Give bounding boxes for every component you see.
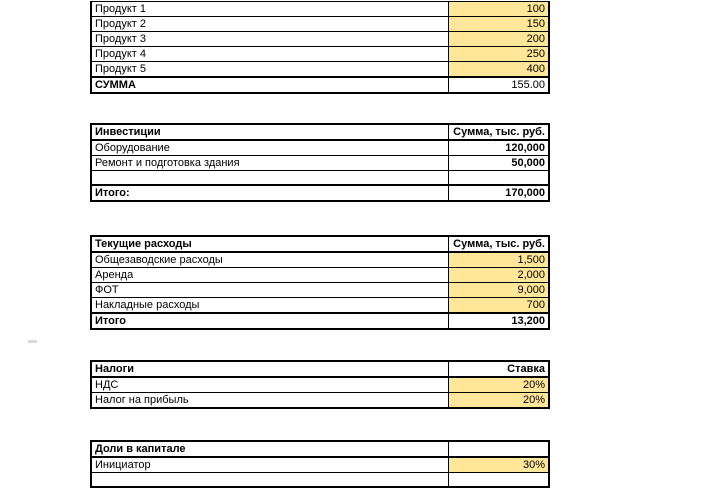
table-header-row <box>91 441 549 457</box>
table-row <box>91 156 549 171</box>
table-row <box>91 2 549 17</box>
cell-label: Продукт 3 <box>91 32 448 47</box>
cell-value: 20% <box>448 377 549 393</box>
taxes-table <box>90 360 550 409</box>
table-title: Налоги <box>91 361 448 377</box>
rate-header: Ставка <box>448 361 549 377</box>
cell-label: Продукт 2 <box>91 17 448 32</box>
table-row <box>91 268 549 283</box>
table-row <box>91 377 549 393</box>
table-title: Текущие расходы <box>91 236 448 252</box>
investments-table <box>90 123 550 202</box>
cell-value: 2,000 <box>448 268 549 283</box>
table-header-row <box>91 361 549 377</box>
table-row <box>91 32 549 47</box>
equity-table <box>90 440 550 488</box>
cell-value: 120,000 <box>448 140 549 156</box>
amount-header: Сумма, тыс. руб. <box>448 236 549 252</box>
table-title: Доли в капитале <box>91 441 448 457</box>
cell-label <box>91 171 448 185</box>
total-row <box>91 313 549 329</box>
cell-label: Оборудование <box>91 140 448 156</box>
table-row <box>91 140 549 156</box>
cell-label: Инициатор <box>91 457 448 473</box>
cell-value: 50,000 <box>448 156 549 171</box>
cell-value: 150 <box>448 17 549 32</box>
total-label: Итого <box>91 313 448 329</box>
cell-value <box>448 171 549 185</box>
total-value: 155.00 <box>448 77 549 93</box>
cell-label: ФОТ <box>91 283 448 298</box>
cell-value: 30% <box>448 457 549 473</box>
table-row-empty <box>91 171 549 185</box>
table-row <box>91 298 549 314</box>
table-header-row <box>91 236 549 252</box>
cell-value: 100 <box>448 2 549 17</box>
rate-header <box>448 441 549 457</box>
total-row <box>91 77 549 93</box>
table-row <box>91 283 549 298</box>
cell-label: Ремонт и подготовка здания <box>91 156 448 171</box>
cell-label: Продукт 1 <box>91 2 448 17</box>
cell-value: 250 <box>448 47 549 62</box>
cell-value: 1,500 <box>448 252 549 268</box>
cell-label: Накладные расходы <box>91 298 448 314</box>
table-row <box>91 47 549 62</box>
total-value: 170,000 <box>448 185 549 201</box>
table-row <box>91 252 549 268</box>
cell-label: Продукт 5 <box>91 62 448 78</box>
cell-value: 9,000 <box>448 283 549 298</box>
amount-header: Сумма, тыс. руб. <box>448 124 549 140</box>
cell-label: Общезаводские расходы <box>91 252 448 268</box>
cell-value: 400 <box>448 62 549 78</box>
total-label: СУММА <box>91 77 448 93</box>
total-row <box>91 185 549 201</box>
table-row <box>91 393 549 409</box>
products-table <box>90 1 550 94</box>
cell-label: НДС <box>91 377 448 393</box>
page-margin-marker <box>28 340 37 343</box>
table-header-row <box>91 124 549 140</box>
expenses-table <box>90 235 550 330</box>
cell-label: Налог на прибыль <box>91 393 448 409</box>
cell-value: 700 <box>448 298 549 314</box>
table-row <box>91 62 549 78</box>
cell-value: 20% <box>448 393 549 409</box>
total-label: Итого: <box>91 185 448 201</box>
table-row <box>91 17 549 32</box>
cell-value: 200 <box>448 32 549 47</box>
table-row <box>91 457 549 473</box>
cell-label: Аренда <box>91 268 448 283</box>
cell-label: Продукт 4 <box>91 47 448 62</box>
table-title: Инвестиции <box>91 124 448 140</box>
total-value: 13,200 <box>448 313 549 329</box>
